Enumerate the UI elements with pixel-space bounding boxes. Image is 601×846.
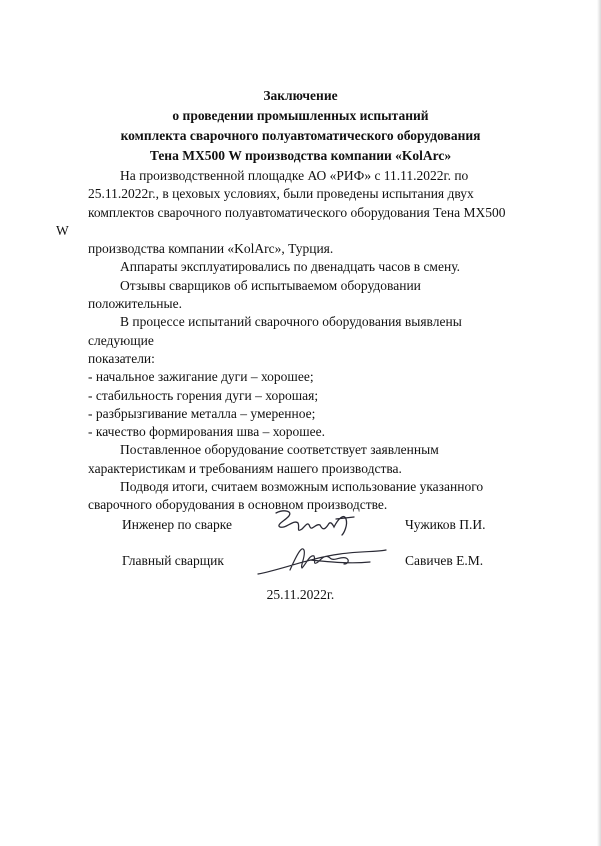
paragraph-1	[56, 167, 518, 258]
paragraph-5	[88, 441, 518, 478]
paragraph-1-line-1: На производственной площадке АО «РИФ» с 11.11.2022г. по	[120, 168, 469, 183]
title-line-4: Тена МХ500 W производства компании «KolArc»	[149, 148, 452, 163]
title-line-2: о проведении промышленных испытаний	[172, 108, 429, 123]
signer-name: Чужиков П.И.	[405, 517, 486, 532]
paragraph-4-line-1: В процессе испытаний сварочного оборудования выявлены следующие	[88, 314, 462, 348]
paragraph-6-line-1: Подводя итоги, считаем возможным использование указанного	[120, 479, 484, 495]
paragraph-3: Отзывы сварщиков об испытываемом оборудовании положительные.	[88, 277, 421, 312]
paragraph-2: Аппараты эксплуатировались по двенадцать часов в смену.	[120, 259, 460, 275]
paragraph-5-line-2: характеристикам и требованиям нашего производства.	[88, 460, 402, 476]
handwritten-signature-2	[250, 540, 390, 580]
paragraph-5-line-1: Поставленное оборудование соответствует заявленным	[120, 442, 439, 458]
list-item: - разбрызгивание металла – умеренное;	[88, 405, 316, 421]
list-item: - стабильность горения дуги – хорошая;	[88, 387, 319, 403]
scan-edge-shadow	[597, 0, 601, 846]
paragraph-1-line-3: комплектов сварочного полуавтоматического оборудования Тена МХ500 W	[56, 204, 506, 238]
paragraph-1-line-2: 25.11.2022г., в цеховых условиях, были проведены испытания двух	[88, 186, 474, 202]
list-item: - качество формирования шва – хорошее.	[88, 424, 325, 440]
paragraph-4	[88, 313, 518, 368]
document-date: 25.11.2022г.	[266, 587, 335, 602]
signer-position: Инженер по сварке	[122, 517, 232, 532]
handwritten-signature-1	[266, 505, 366, 541]
paragraph-6-line-2: сварочного оборудования в основном производстве.	[88, 497, 388, 513]
document-body	[56, 167, 518, 515]
title-line-3: комплекта сварочного полуавтоматического оборудования	[120, 128, 481, 143]
paragraph-4-line-2: показатели:	[88, 350, 155, 366]
title-line-1: Заключение	[263, 88, 338, 103]
paragraph-1-line-4: производства компании «KolArc», Турция.	[88, 241, 334, 257]
list-item: - начальное зажигание дуги – хорошее;	[88, 369, 314, 385]
document-title	[0, 86, 601, 166]
signer-name: Савичев Е.М.	[405, 553, 484, 568]
signer-position: Главный сварщик	[122, 553, 224, 568]
